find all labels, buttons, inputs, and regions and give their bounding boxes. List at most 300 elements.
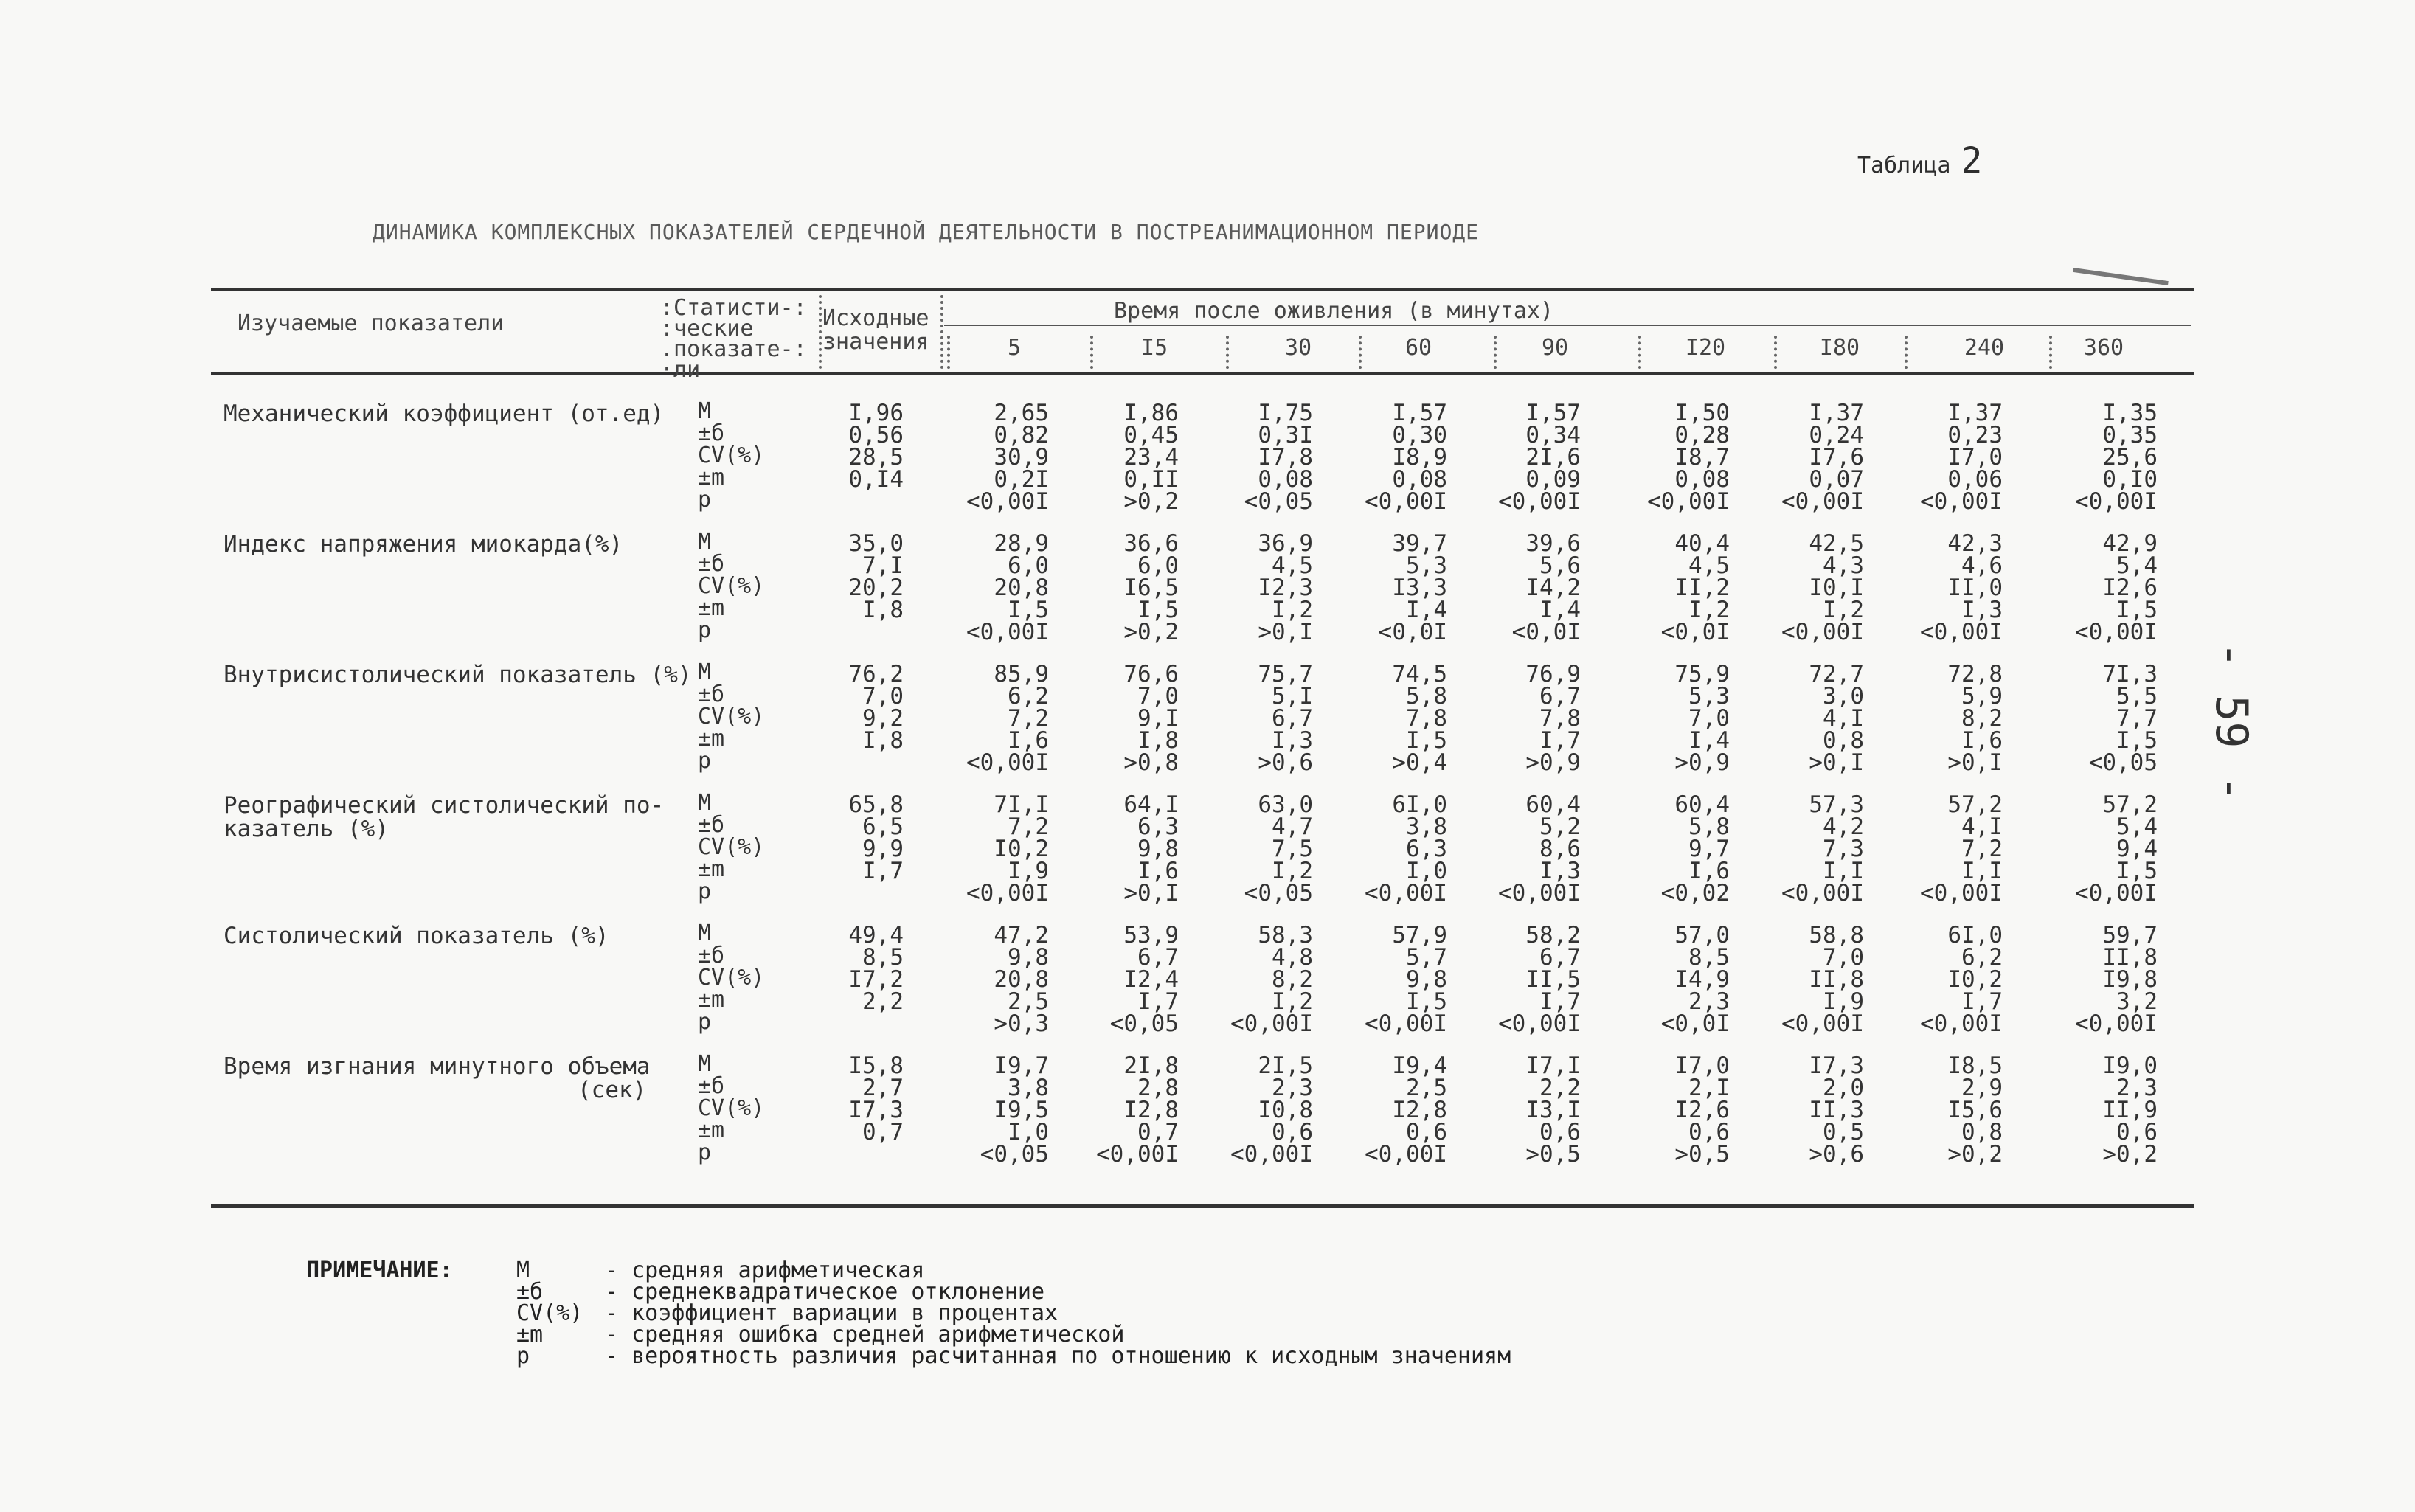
table-cell: 9,I	[1137, 705, 1179, 732]
table-cell: <0,0I	[1511, 619, 1581, 645]
stat-symbol: CV(%)	[698, 834, 765, 860]
table-cell: 0,6	[2116, 1119, 2158, 1145]
table-cell: 2,9	[1961, 1075, 2003, 1101]
table-cell: II,9	[2102, 1097, 2158, 1123]
table-cell: 2,2	[862, 988, 904, 1015]
value-column	[1739, 530, 1864, 645]
table-cell: 9,8	[1406, 966, 1447, 993]
table-cell: I7,0	[1947, 444, 2003, 471]
table-cell: 76,6	[1123, 661, 1179, 687]
table-cell: <0,00I	[966, 749, 1049, 776]
value-column	[1322, 402, 1447, 513]
table-cell: 2I,8	[1123, 1052, 1179, 1079]
header-stat-line: :Статисти-:	[660, 295, 807, 321]
indicator-name	[224, 1055, 651, 1102]
indicator-name-line: Реографический систолический по-	[224, 792, 665, 819]
table-cell: 36,6	[1123, 530, 1179, 557]
indicator-name-line: Систолический показатель (%)	[224, 923, 609, 949]
table-cell: <0,0I	[1660, 1010, 1730, 1037]
value-column	[1739, 663, 1864, 774]
table-cell: >0,5	[1674, 1141, 1730, 1168]
table-cell: 7,5	[1272, 836, 1313, 862]
table-cell: >0,4	[1392, 749, 1447, 776]
table-cell: I,37	[1947, 400, 2003, 426]
table-cell: I4,9	[1674, 966, 1730, 993]
stat-symbol: M	[698, 659, 712, 685]
time-header-0: 5	[1007, 335, 1022, 361]
table-cell: 5,7	[1406, 944, 1447, 971]
table-cell: I,I	[1823, 858, 1864, 884]
note-text: - вероятность различия расчитанная по отношению к исходным значениям	[605, 1343, 1511, 1369]
table-cell: 6,0	[1008, 552, 1049, 579]
column-separator	[940, 295, 946, 369]
table-cell: 7,8	[1406, 705, 1447, 732]
value-column	[1455, 402, 1581, 513]
table-cell: I,3	[1961, 597, 2003, 623]
stat-symbol: ±б	[698, 1073, 725, 1099]
header-baseline	[822, 307, 929, 354]
table-cell: 28,9	[994, 530, 1049, 557]
value-column	[778, 791, 904, 904]
table-cell: 2,7	[862, 1075, 904, 1101]
table-cell: I,96	[848, 400, 904, 426]
stat-symbols	[698, 792, 764, 903]
table-cell: II,8	[2102, 944, 2158, 971]
table-cell: 2,2	[1539, 1075, 1581, 1101]
table-cell: 0,7	[862, 1119, 904, 1145]
table-cell	[778, 621, 904, 643]
table-cell: 2,5	[1406, 1075, 1447, 1101]
table-cell: 6,2	[1961, 944, 2003, 971]
table-cell: 4,I	[1961, 814, 2003, 840]
table-cell: 25,6	[2102, 444, 2158, 471]
table-cell: <0,05	[1109, 1010, 1179, 1037]
table-cell: 0,6	[1406, 1119, 1447, 1145]
table-cell: 28,5	[848, 444, 904, 471]
stat-symbol: p	[698, 1140, 712, 1165]
table-cell: 0,35	[2102, 422, 2158, 448]
table-cell: 42,3	[1947, 530, 2003, 557]
table-cell: II,3	[1809, 1097, 1864, 1123]
time-header-4: 90	[1541, 335, 1569, 361]
table-cell: <0,05	[1244, 880, 1313, 906]
stat-symbol: p	[698, 617, 712, 643]
note-symbol: p	[516, 1343, 530, 1369]
table-cell: I7,6	[1809, 444, 1864, 471]
stat-symbols	[698, 920, 765, 1035]
table-cell: <0,00I	[1781, 488, 1864, 515]
table-cell: 0,6	[1688, 1119, 1730, 1145]
table-cell: 5,8	[1406, 683, 1447, 710]
note-text: - среднеквадратическое отклонение	[605, 1279, 1045, 1305]
table-cell: <0,00I	[966, 488, 1049, 515]
stat-symbol: ±б	[698, 812, 725, 838]
stat-symbol: ±б	[698, 682, 725, 707]
stat-symbol: ±m	[698, 595, 725, 621]
table-cell: 0,08	[1674, 466, 1730, 493]
table-cell: <0,00I	[2075, 880, 2158, 906]
table-cell: 3,8	[1008, 1075, 1049, 1101]
indicator-name-line: Индекс напряжения миокарда(%)	[224, 531, 623, 558]
table-cell: I2,6	[2102, 575, 2158, 601]
table-cell: >0,8	[1123, 749, 1179, 776]
table-cell: 76,9	[1525, 661, 1581, 687]
table-cell: 8,5	[1688, 944, 1730, 971]
table-cell: 49,4	[848, 922, 904, 949]
table-cell: 57,2	[2102, 791, 2158, 818]
table-cell: I9,5	[994, 1097, 1049, 1123]
table-cell: I8,9	[1392, 444, 1447, 471]
table-cell: 57,9	[1392, 922, 1447, 949]
table-cell: 0,09	[1525, 466, 1581, 493]
column-separator	[1494, 336, 1499, 369]
stat-symbol: p	[698, 487, 712, 513]
table-cell: 63,0	[1258, 791, 1313, 818]
table-cell: 5,9	[1961, 683, 2003, 710]
table-cell: <0,00I	[1365, 880, 1447, 906]
value-column	[2032, 530, 2158, 645]
note-row	[306, 1300, 1511, 1326]
table-cell: I,5	[2116, 858, 2158, 884]
table-cell: 0,08	[1258, 466, 1313, 493]
stat-symbol: CV(%)	[698, 704, 765, 729]
value-column	[1739, 924, 1864, 1035]
table-cell: 7,0	[862, 683, 904, 710]
table-cell: I,7	[1539, 727, 1581, 754]
note-row	[306, 1322, 1511, 1348]
table-cell: I,9	[1823, 988, 1864, 1015]
table-cell: >0,2	[1123, 488, 1179, 515]
table-cell: I,2	[1688, 597, 1730, 623]
table-cell: I,4	[1688, 727, 1730, 754]
column-separator	[819, 295, 824, 369]
table-cell	[778, 752, 904, 774]
indicator-name	[224, 924, 609, 948]
table-cell: I2,6	[1674, 1097, 1730, 1123]
table-cell: 0,45	[1123, 422, 1179, 448]
table-cell: 4,2	[1823, 814, 1864, 840]
stat-symbol: ±m	[698, 465, 725, 490]
table-cell: 0,I0	[2102, 466, 2158, 493]
table-cell: 0,30	[1392, 422, 1447, 448]
indicator-name	[224, 402, 664, 426]
table-cell: 60,4	[1674, 791, 1730, 818]
table-cell: 7I,I	[994, 791, 1049, 818]
value-column	[1188, 791, 1313, 906]
table-cell: 8,2	[1961, 705, 2003, 732]
value-column	[924, 924, 1049, 1035]
table-cell: 0,3I	[1258, 422, 1313, 448]
table-cell: I,5	[2116, 727, 2158, 754]
stat-symbol: M	[698, 1051, 712, 1077]
time-header-1: I5	[1140, 335, 1168, 361]
table-cell: I,2	[1272, 988, 1313, 1015]
note-row	[306, 1345, 1511, 1367]
table-cell: I7,3	[848, 1097, 904, 1123]
table-bottom-rule	[211, 1204, 2194, 1208]
page-number: - 59 -	[2206, 642, 2257, 802]
table-cell	[778, 882, 904, 904]
value-column	[1188, 924, 1313, 1035]
note-symbol: M	[516, 1258, 530, 1283]
table-cell: <0,05	[2088, 749, 2158, 776]
table-cell: 2,3	[1688, 988, 1730, 1015]
table-cell: <0,00I	[1230, 1010, 1313, 1037]
time-header-6: I80	[1819, 335, 1860, 361]
table-cell: 58,3	[1258, 922, 1313, 949]
table-cell: I,3	[1539, 858, 1581, 884]
table-cell: I,50	[1674, 400, 1730, 426]
table-cell: >0,2	[1947, 1141, 2003, 1168]
stat-symbol: CV(%)	[698, 443, 765, 468]
table-cell: 7,8	[1539, 705, 1581, 732]
value-column	[1455, 791, 1581, 906]
table-cell: 3,2	[2116, 988, 2158, 1015]
stat-symbol: p	[698, 878, 712, 904]
value-column	[1053, 1052, 1179, 1168]
table-cell: 2,8	[1137, 1075, 1179, 1101]
table-cell: <0,05	[980, 1141, 1049, 1168]
table-cell: 6,7	[1539, 683, 1581, 710]
table-cell: 2,0	[1823, 1075, 1864, 1101]
table-cell: <0,00I	[1920, 880, 2003, 906]
table-cell: 6,0	[1137, 552, 1179, 579]
table-cell: <0,00I	[1365, 488, 1447, 515]
table-cell: 5,4	[2116, 552, 2158, 579]
table-cell: I0,2	[994, 836, 1049, 862]
notes-heading	[306, 1345, 516, 1367]
value-column	[1604, 402, 1730, 513]
table-cell: 0,23	[1947, 422, 2003, 448]
table-cell: 0,8	[1961, 1119, 2003, 1145]
table-cell: 5,3	[1406, 552, 1447, 579]
table-cell: I6,5	[1123, 575, 1179, 601]
table-cell: 4,7	[1272, 814, 1313, 840]
table-cell: 4,3	[1823, 552, 1864, 579]
table-cell: I9,7	[994, 1052, 1049, 1079]
table-cell: 6,5	[862, 814, 904, 840]
table-cell: 75,9	[1674, 661, 1730, 687]
note-text: - средняя арифметическая	[605, 1258, 925, 1283]
value-column	[1455, 924, 1581, 1035]
table-top-rule	[211, 288, 2194, 291]
table-cell: 5,8	[1688, 814, 1730, 840]
value-column	[778, 924, 904, 1035]
value-column	[2032, 791, 2158, 906]
table-cell: 42,9	[2102, 530, 2158, 557]
notes-section	[306, 1260, 1511, 1367]
header-baseline-line: Исходные	[822, 305, 929, 331]
table-cell: II,5	[1525, 966, 1581, 993]
table-cell	[778, 490, 904, 513]
table-cell: 0,2I	[994, 466, 1049, 493]
table-cell: 7,0	[1823, 944, 1864, 971]
table-cell: <0,00I	[1647, 488, 1730, 515]
stat-symbol: CV(%)	[698, 573, 765, 599]
table-cell: I4,2	[1525, 575, 1581, 601]
table-cell: 7,2	[1008, 705, 1049, 732]
table-cell: <0,00I	[1781, 1010, 1864, 1037]
value-column	[924, 1052, 1049, 1168]
stat-symbol: ±m	[698, 856, 725, 882]
table-cell: 4,I	[1823, 705, 1864, 732]
header-stat-line: ·ли	[660, 357, 701, 383]
table-cell: 40,4	[1674, 530, 1730, 557]
header-time-group: Время после оживления (в минутах)	[1114, 298, 1554, 324]
header-stat	[660, 295, 807, 383]
value-column	[924, 663, 1049, 774]
value-column	[1053, 663, 1179, 774]
value-column	[924, 791, 1049, 906]
table-cell: <0,00I	[2075, 1010, 2158, 1037]
value-column	[1455, 663, 1581, 774]
table-cell: 0,6	[1272, 1119, 1313, 1145]
table-cell: 6,7	[1539, 944, 1581, 971]
table-cell: >0,6	[1809, 1141, 1864, 1168]
table-cell: II,8	[1809, 966, 1864, 993]
table-cell: 2,3	[2116, 1075, 2158, 1101]
value-column	[1604, 791, 1730, 906]
table-cell: 0,8	[1823, 727, 1864, 754]
stat-symbol: ±б	[698, 551, 725, 577]
stat-symbol: M	[698, 790, 712, 816]
table-cell: 39,6	[1525, 530, 1581, 557]
table-cell: 53,9	[1123, 922, 1179, 949]
table-cell: <0,00I	[1920, 488, 2003, 515]
table-label	[1857, 140, 1982, 181]
table-cell: I,6	[1688, 858, 1730, 884]
table-cell: 4,5	[1688, 552, 1730, 579]
table-cell: >0,2	[1123, 619, 1179, 645]
value-column	[2032, 402, 2158, 513]
table-cell: 5,2	[1539, 814, 1581, 840]
table-cell: <0,0I	[1660, 619, 1730, 645]
table-cell: <0,02	[1660, 880, 1730, 906]
table-cell: 0,34	[1525, 422, 1581, 448]
value-column	[1188, 530, 1313, 645]
table-cell: >0,3	[994, 1010, 1049, 1037]
table-cell: 20,2	[848, 575, 904, 601]
table-cell: I,0	[1406, 858, 1447, 884]
table-cell: <0,00I	[966, 619, 1049, 645]
table-cell: <0,00I	[1781, 880, 1864, 906]
value-column	[924, 402, 1049, 513]
table-cell: 59,7	[2102, 922, 2158, 949]
value-column	[1053, 924, 1179, 1035]
table-cell: I,2	[1272, 858, 1313, 884]
stat-symbol: CV(%)	[698, 965, 765, 991]
table-cell: I,7	[1961, 988, 2003, 1015]
table-cell: 4,5	[1272, 552, 1313, 579]
note-row	[306, 1260, 1511, 1281]
table-cell: 0,08	[1392, 466, 1447, 493]
table-cell: 9,9	[862, 836, 904, 862]
table-cell: 30,9	[994, 444, 1049, 471]
header-indicator: Изучаемые показатели	[238, 311, 505, 336]
table-cell: 7,2	[1961, 836, 2003, 862]
stat-symbols	[698, 659, 765, 774]
time-header-5: I20	[1685, 335, 1726, 361]
value-column	[1739, 1052, 1864, 1168]
table-cell: 72,8	[1947, 661, 2003, 687]
table-cell: <0,00I	[1096, 1141, 1179, 1168]
value-column	[1877, 530, 2003, 645]
table-cell: I,75	[1258, 400, 1313, 426]
indicator-name-line: Время изгнания минутного объема	[224, 1053, 651, 1080]
note-symbol: ±m	[516, 1322, 544, 1348]
note-text: - коэффициент вариации в процентах	[605, 1300, 1058, 1326]
table-cell: 9,4	[2116, 836, 2158, 862]
value-column	[1604, 924, 1730, 1035]
scan-mark	[2073, 268, 2169, 285]
table-cell: 0,06	[1947, 466, 2003, 493]
column-separator	[1090, 336, 1095, 369]
table-cell: I,4	[1406, 597, 1447, 623]
table-cell: 5,4	[2116, 814, 2158, 840]
table-cell: I,I	[1961, 858, 2003, 884]
table-cell: 72,7	[1809, 661, 1864, 687]
table-cell: 7I,3	[2102, 661, 2158, 687]
table-cell: 0,28	[1674, 422, 1730, 448]
table-cell: 0,I4	[848, 466, 904, 493]
table-cell: I7,0	[1674, 1052, 1730, 1079]
column-separator	[947, 336, 952, 369]
table-cell: 76,2	[848, 661, 904, 687]
table-cell: 0,82	[994, 422, 1049, 448]
note-text: - средняя ошибка средней арифметической	[605, 1322, 1125, 1348]
table-cell: 2,I	[1688, 1075, 1730, 1101]
value-column	[778, 1052, 904, 1165]
table-cell: I7,3	[1809, 1052, 1864, 1079]
value-column	[1322, 1052, 1447, 1168]
stat-symbols	[698, 1053, 764, 1164]
value-column	[1604, 663, 1730, 774]
time-header-7: 240	[1964, 335, 2005, 361]
table-cell: <0,00I	[1230, 1141, 1313, 1168]
value-column	[1455, 1052, 1581, 1168]
column-separator	[1638, 336, 1643, 369]
table-cell: 58,2	[1525, 922, 1581, 949]
table-cell: I,6	[1961, 727, 2003, 754]
table-cell: 2I,6	[1525, 444, 1581, 471]
header-stat-line: .показате-:	[660, 336, 807, 362]
value-column	[1877, 663, 2003, 774]
table-cell: 74,5	[1392, 661, 1447, 687]
table-cell: I,8	[862, 727, 904, 754]
table-cell: >0,I	[1258, 619, 1313, 645]
table-cell: 8,6	[1539, 836, 1581, 862]
value-column	[1322, 663, 1447, 774]
stat-symbol: ±m	[698, 726, 725, 752]
indicator-name-line: Механический коэффициент (от.ед)	[224, 400, 665, 427]
table-cell: 39,7	[1392, 530, 1447, 557]
table-cell: 2I,5	[1258, 1052, 1313, 1079]
table-cell: 6,3	[1406, 836, 1447, 862]
note-symbol: CV(%)	[516, 1300, 583, 1326]
header-baseline-line: значения	[822, 329, 929, 355]
column-separator	[1359, 336, 1364, 369]
value-column	[1455, 530, 1581, 645]
table-cell: I8,5	[1947, 1052, 2003, 1079]
table-cell: 9,8	[1008, 944, 1049, 971]
column-separator	[1226, 336, 1231, 369]
value-column	[1604, 530, 1730, 645]
table-cell: <0,00I	[1498, 1010, 1581, 1037]
indicator-name	[224, 663, 692, 687]
stat-symbol: M	[698, 529, 712, 555]
notes-heading	[306, 1324, 516, 1345]
table-cell: I,57	[1525, 400, 1581, 426]
